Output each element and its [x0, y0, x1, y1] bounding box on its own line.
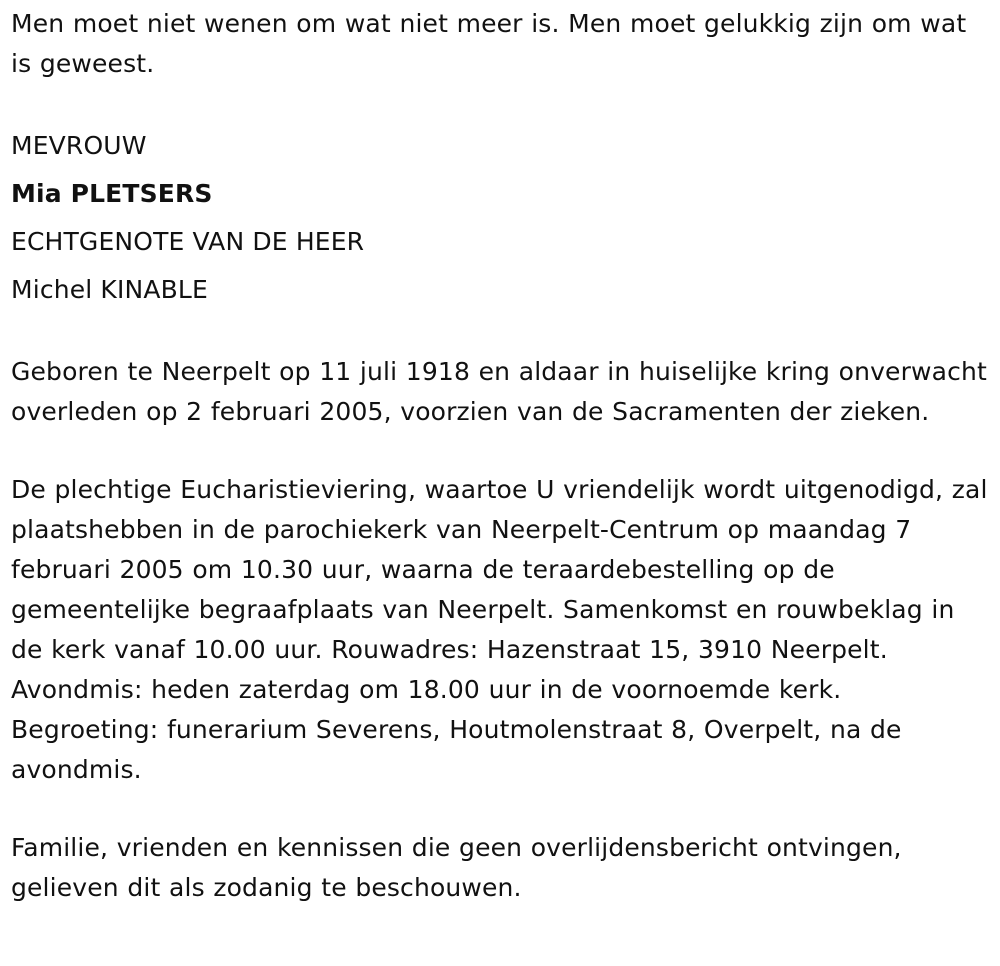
memorial-quote: Men moet niet wenen om wat niet meer is. Men moet gelukkig zijn om wat is geweest.	[11, 9, 967, 78]
closing-paragraph: Familie, vrienden en kennissen die geen overlijdensbericht ontvingen, gelieven dit als zodanig te beschouwen.	[11, 833, 902, 902]
spouse-name: Michel KINABLE	[11, 275, 208, 304]
name-block	[11, 122, 991, 314]
relation-label: ECHTGENOTE VAN DE HEER	[11, 227, 365, 256]
deceased-name: Mia PLETSERS	[11, 179, 213, 208]
obituary-notice	[11, 4, 991, 908]
honorific-title: MEVROUW	[11, 131, 147, 160]
birth-death-paragraph: Geboren te Neerpelt op 11 juli 1918 en aldaar in huiselijke kring onverwacht overleden op 2 februari 2005, voorzien van de Sacramenten der zieken.	[11, 357, 987, 426]
ceremony-paragraph: De plechtige Eucharistieviering, waartoe U vriendelijk wordt uitgenodigd, zal plaatshebben in de parochiekerk van Neerpelt-Centrum op maandag 7 februari 2005 om 10.30 uur, waarna de teraardebestelling op de gemeentelijke begraafplaats van Neerpelt. Samenkomst en rouwbeklag in de kerk vanaf 10.00 uur. Rouwadres: Hazenstraat 15, 3910 Neerpelt. Avondmis: heden zaterdag om 18.00 uur in de voornoemde kerk. Begroeting: funerarium Severens, Houtmolenstraat 8, Overpelt, na de avondmis.	[11, 475, 988, 784]
